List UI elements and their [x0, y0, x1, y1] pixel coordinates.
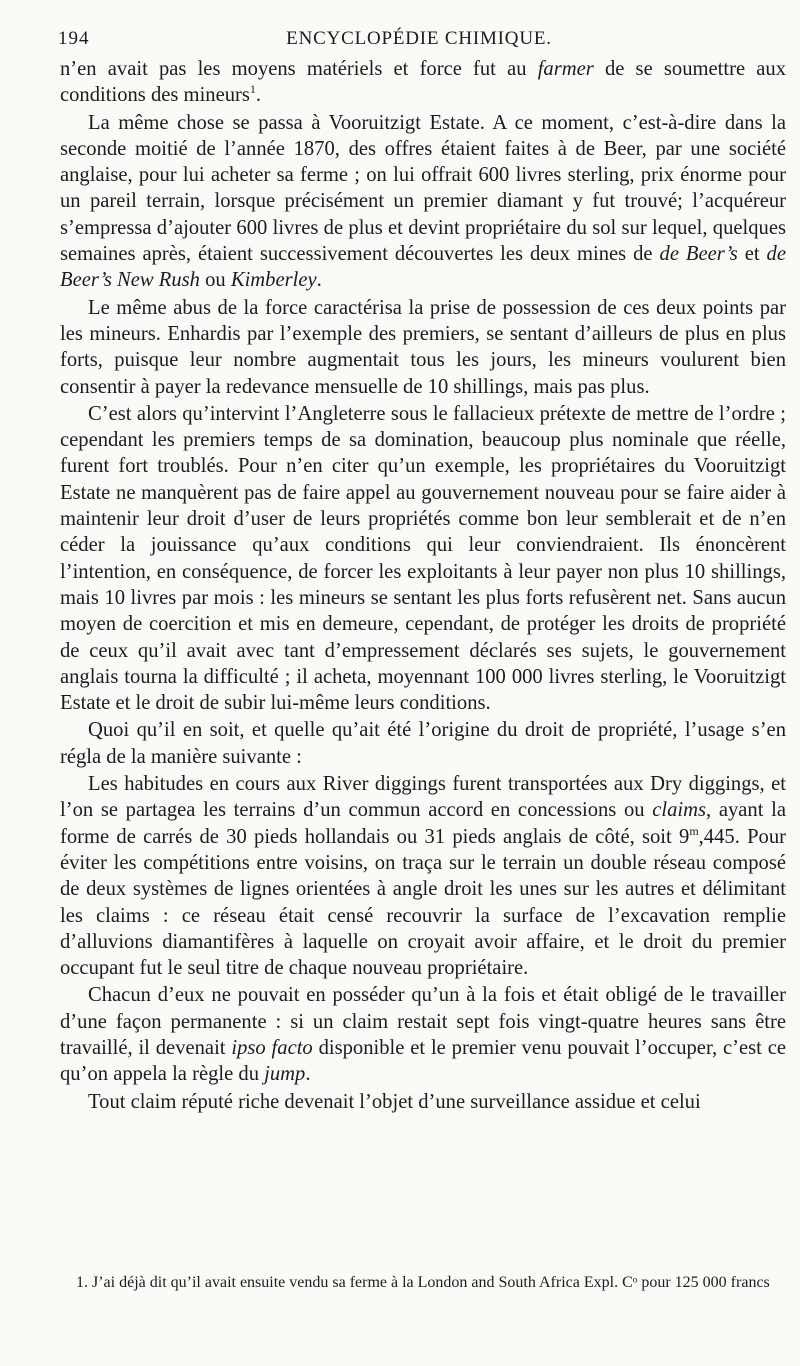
paragraph — [60, 1089, 786, 1115]
text-run: de se soumettre aux conditions des mineurs — [60, 58, 786, 107]
superscript: m — [689, 823, 699, 838]
italic-text: farmer — [537, 58, 594, 80]
italic-text: ipso facto — [231, 1036, 313, 1059]
text-run: , ayant la forme de carrés de 30 pieds hollandais ou 31 pieds anglais de côté, soit 9 — [60, 799, 786, 848]
italic-text: Kimberley — [230, 269, 317, 292]
text-run: Les habitudes en cours aux River diggings furent transportées aux Dry diggings, et l’on se partagea les terrains d’un commun accord en concessions ou — [60, 773, 786, 822]
running-header — [58, 24, 780, 54]
paragraph — [60, 401, 786, 717]
text-run: Chacun d’eux ne pouvait en posséder qu’un à la fois et était obligé de le travailler d’une façon permanente : si un claim restait sept fois vingt-quatre heures sans être travaillé, il devenait — [60, 984, 786, 1059]
text-run: Quoi qu’il en soit, et quelle qu’ait été l’origine du droit de propriété, l’usage s’en régla de la manière suivante : — [60, 719, 786, 768]
text-run: . — [316, 269, 322, 292]
italic-text: jump — [264, 1063, 306, 1086]
text-run: C’est alors qu’intervint l’Angleterre sous le fallacieux prétexte de mettre de l’ordre ; cependant les premiers temps de sa domination, beaucoup plus nominale que réelle, furent fort troublés. Pour n’en citer qu’un exemple, les propriétaires du Vooruitzigt Estate ne manquèrent pas de faire appel au gouvernement nouveau pour se faire aider à maintenir leur droit d’user de leurs propriétés comme bon leur semblerait et de n’en céder la jouissance qu’aux conditions qui leur conviendraient. Ils énoncèrent l’intention, en conséquence, de forcer les exploitants à leur payer non plus 10 shillings, mais 10 livres par mois : les mineurs se sentant les plus forts refusèrent net. Sans aucun moyen de coercition et mis en demeure, cependant, de protéger les droits de propriété de ceux qu’il avait avec tant d’empressement déclarés ses sujets, le gouvernement anglais tourna la difficulté ; il acheta, moyennant 100 000 livres sterling, le Vooruitzigt Estate et le droit de subir lui-même leurs conditions. — [60, 402, 786, 715]
footnotes — [62, 1272, 784, 1293]
text-run: ,445. Pour éviter les compétitions entre voisins, on traça sur le terrain un double réseau composé de deux systèmes de lignes orientées à angle droit les unes sur les autres et délimitant les claims : ce réseau était censé recouvrir la surface de l’excavation remplie d’alluvions diamantifères à laquelle on croyait avoir affaire, et le droit du premier occupant fut le seul titre de chaque nouveau propriétaire. — [60, 825, 786, 980]
italic-text: claims — [652, 799, 707, 822]
running-title: ENCYCLOPÉDIE CHIMIQUE. — [286, 28, 552, 49]
text-run: . — [255, 84, 262, 107]
text-run: disponible et le premier venu pouvait l’occuper, c’est ce qu’on appela la règle du — [60, 1036, 786, 1086]
text-run: ou — [199, 269, 231, 292]
paragraph — [60, 110, 786, 294]
text-run: La même chose se passa à Vooruitzigt Estate. A ce moment, c’est-à-dire dans la seconde moitié de l’année 1870, des offres étaient faites à de Beer, par une société anglaise, pour lui acheter sa ferme ; on lui offrait 600 livres sterling, prix énorme pour un pareil terrain, lorsque précisément un premier diamant y fut trouvé; l’acquéreur s’empressa d’ajouter 600 livres de plus et devint propriétaire du sol sur lequel, quelques semaines après, étaient successivement découvertes les deux mines de — [60, 111, 786, 266]
paragraph — [60, 717, 786, 770]
text-run: n’en avait pas les moyens matériels et force fut au — [60, 58, 538, 80]
text-run: Tout claim réputé riche devenait l’objet d’une surveillance assidue et celui — [88, 1090, 701, 1113]
text-run: Le même abus de la force caractérisa la prise de possession de ces deux points par les mineurs. Enhardis par l’exemple des premiers, se sentant d’ailleurs de plus en plus forts, puisque leur nombre augmentait tous les jours, les mineurs voulurent bien consentir à payer la redevance mensuelle de 10 shillings, mais pas plus. — [60, 296, 786, 398]
italic-text: de Beer’s New Rush — [60, 243, 786, 292]
paragraph — [60, 771, 786, 981]
page-number: 194 — [58, 28, 90, 49]
footnote: 1. J’ai déjà dit qu’il avait ensuite vendu sa ferme à la London and South Africa Expl. Cᵒ pour 125 000 francs — [76, 1274, 770, 1291]
text-run: . — [305, 1063, 311, 1086]
italic-text: de Beer’s — [659, 243, 738, 266]
superscript: 1 — [249, 82, 256, 97]
text-run: et — [737, 243, 767, 266]
paragraph — [60, 295, 786, 400]
paragraph — [60, 982, 786, 1087]
paragraph — [60, 56, 786, 109]
body-text — [60, 56, 786, 1115]
